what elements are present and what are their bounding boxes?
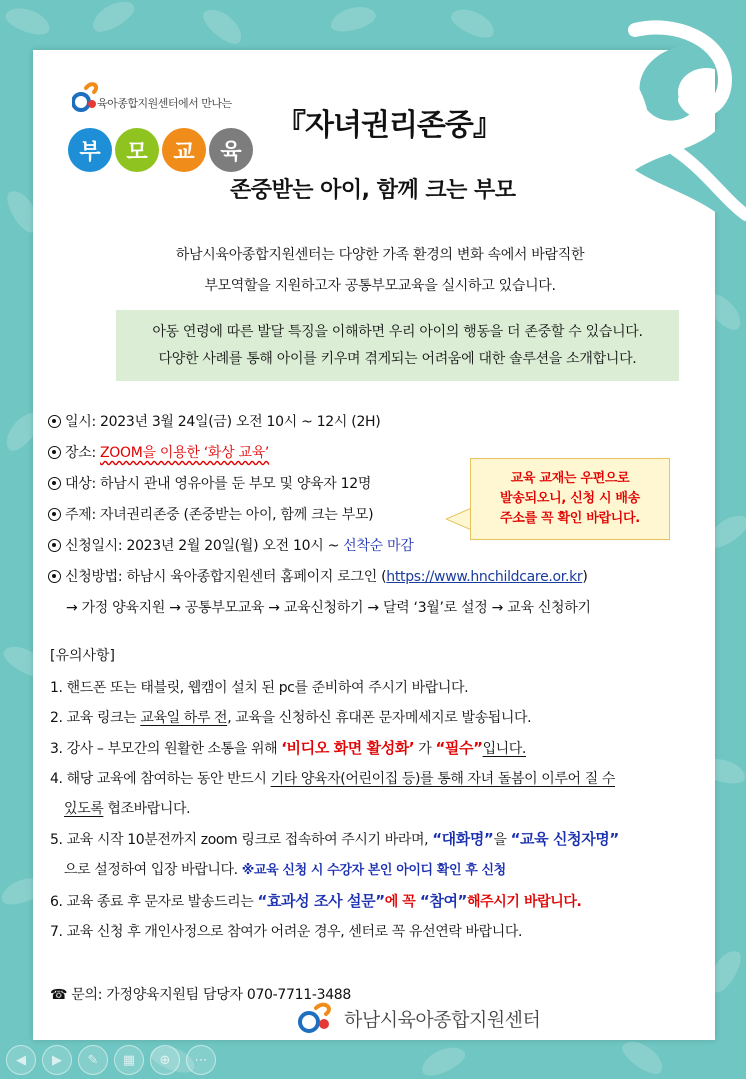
- highlight-line-1: 아동 연령에 따른 발달 특징을 이해하면 우리 아이의 행동을 더 존중할 수 있습니다.: [152, 324, 643, 340]
- zoom-icon[interactable]: ⊕: [150, 1045, 180, 1075]
- bullet-icon: [48, 508, 61, 521]
- info-date: 일시: 2023년 3월 24일(금) 오전 10시 ~ 12시 (2H): [48, 410, 591, 441]
- more-icon[interactable]: ⋯: [186, 1045, 216, 1075]
- intro-line-1: 하남시육아종합지원센터는 다양한 가족 환경의 변화 속에서 바람직한: [175, 247, 585, 263]
- note-4-cont: 있도록 협조바랍니다.: [64, 801, 191, 817]
- bullet-icon: [48, 446, 61, 459]
- header-caption: 육아종합지원센터에서 만나는: [97, 97, 232, 110]
- homepage-link[interactable]: https://www.hnchildcare.or.kr: [386, 569, 583, 585]
- highlight-box: [116, 310, 679, 381]
- info-target: 대상: 하남시 관내 영유아를 둔 부모 및 양육자 12명: [48, 472, 591, 503]
- apply-deadline: 선착순 마감: [343, 538, 414, 554]
- note-2: 2. 교육 링크는 교육일 하루 전, 교육을 신청하신 휴대폰 문자메세지로 발송됩니다.: [50, 710, 532, 726]
- next-icon[interactable]: ▶: [42, 1045, 72, 1075]
- bullet-icon: [48, 539, 61, 552]
- info-method-steps: → 가정 양육지원 → 공통부모교육 → 교육신청하기 → 달력 ‘3월’로 설정 → 교육 신청하기: [66, 600, 591, 616]
- note-3: 3. 강사 – 부모간의 원활한 소통을 위해 ‘비디오 화면 활성화’ 가 “필수”입니다.: [50, 739, 526, 757]
- parent-education-circles: [68, 128, 253, 172]
- textbook-callout: 교육 교재는 우편으로 발송되오니, 신청 시 배송 주소를 꼭 확인 바랍니다.: [470, 458, 670, 540]
- circle-bu: 부: [68, 128, 112, 172]
- note-1: 1. 핸드폰 또는 태블릿, 웹캠이 설치 된 pc를 준비하여 주시기 바랍니다.: [50, 680, 469, 696]
- center-logo-icon: [72, 80, 100, 114]
- circle-gyo: 교: [162, 128, 206, 172]
- highlight-line-2: 다양한 사례를 통해 아이를 키우며 겪게되는 어려움에 대한 솔루션을 소개합니다.: [158, 351, 637, 367]
- pen-icon[interactable]: ✎: [78, 1045, 108, 1075]
- notes-heading: [유의사항]: [50, 648, 116, 664]
- prev-icon[interactable]: ◀: [6, 1045, 36, 1075]
- circle-mo: 모: [115, 128, 159, 172]
- ribbon-decoration: [575, 0, 746, 240]
- footer-logo-icon: [298, 1002, 338, 1034]
- intro-text: [120, 240, 640, 302]
- place-value: ZOOM을 이용한 ‘화상 교육’: [100, 445, 270, 461]
- bullet-icon: [48, 477, 61, 490]
- info-apply-date: 신청일시: 2023년 2월 20일(월) 오전 10시 ~ 선착순 마감: [48, 534, 591, 565]
- bullet-icon: [48, 570, 61, 583]
- note-5-cont: 으로 설정하여 입장 바랍니다. ※교육 신청 시 수강자 본인 아이디 확인 후 신청: [64, 862, 506, 878]
- contact-info: ☎ 문의: 가정양육지원팀 담당자 070-7711-3488: [50, 987, 352, 1003]
- circle-yuk: 육: [209, 128, 253, 172]
- intro-line-2: 부모역할을 지원하고자 공통부모교육을 실시하고 있습니다.: [204, 278, 556, 294]
- note-6: 6. 교육 종료 후 문자로 발송드리는 “효과성 조사 설문”에 꼭 “참여”해주시기 바랍니다.: [50, 892, 582, 910]
- notes-list: [50, 673, 700, 947]
- info-place: 장소: ZOOM을 이용한 ‘화상 교육’: [48, 441, 591, 472]
- note-7: 7. 교육 신청 후 개인사정으로 참여가 어려운 경우, 센터로 꼭 유선연락 바랍니다.: [50, 924, 523, 940]
- info-topic: 주제: 자녀권리존중 (존중받는 아이, 함께 크는 부모): [48, 503, 591, 534]
- note-4: 4. 해당 교육에 참여하는 동안 반드시 기타 양육자(어린이집 등)를 통해 자녀 돌봄이 이루어 질 수: [50, 771, 615, 787]
- info-method: 신청방법: 하남시 육아종합지원센터 홈페이지 로그인 (https://www.hnchildcare.or.kr): [48, 565, 591, 596]
- slide-nav: [0, 1045, 216, 1075]
- bullet-icon: [48, 415, 61, 428]
- page-subtitle: 존중받는 아이, 함께 크는 부모: [230, 178, 516, 203]
- page-title: 『자녀권리존중』: [276, 108, 502, 143]
- slides-icon[interactable]: ▦: [114, 1045, 144, 1075]
- note-5: 5. 교육 시작 10분전까지 zoom 링크로 접속하여 주시기 바라며, “대화명”을 “교육 신청자명”: [50, 830, 619, 848]
- footer-org-name: 하남시육아종합지원센터: [344, 1009, 541, 1031]
